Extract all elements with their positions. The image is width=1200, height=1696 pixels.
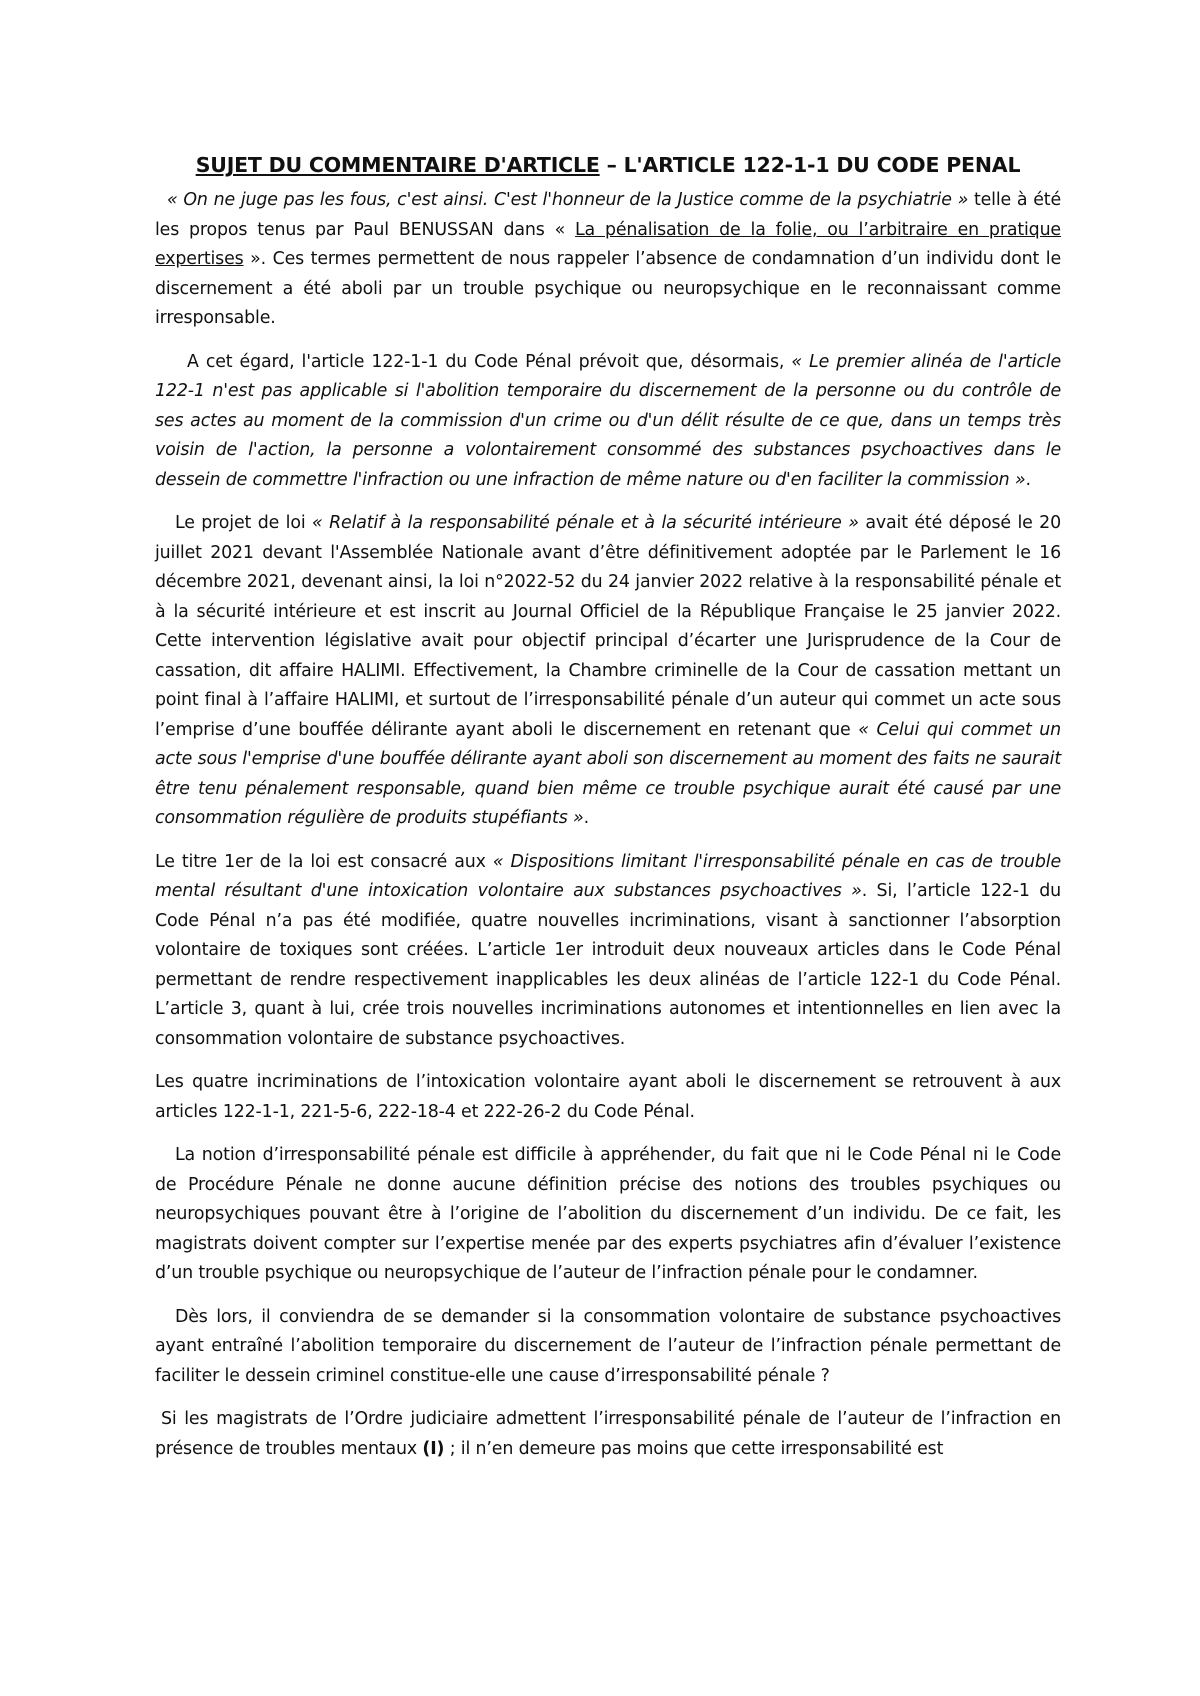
document-body (155, 150, 1061, 1478)
paragraph-notion: La notion d’irresponsabilité pénale est difficile à appréhender, du fait que ni le Code Pénal ni le Code de Procédure Pénale ne donne aucune définition précise des notions des troubles psychiques ou neuropsychiques pouvant être à l’origine de l’abolition du discernement d’un individu. De ce fait, les magistrats doivent compter sur l’expertise menée par des experts psychiatres afin d’évaluer l’existence d’un trouble psychique ou neuropsychique de l’auteur de l’infraction pénale pour le condamner. (155, 1145, 1061, 1283)
reference-title: La pénalisation de la folie, ou l’arbitraire en pratique expertises (155, 219, 1061, 269)
paragraph-text: . Si, l’article 122-1 du Code Pénal n’a pas été modifiée, quatre nouvelles incriminations, visant à sanctionner l’absorption volontaire de toxiques sont créées. L’article 1er introduit deux nouveaux articles dans le Code Pénal permettant de rendre respectivement inapplicables les deux alinéas de l’article 122-1 du Code Pénal. L’article 3, quant à lui, crée trois nouvelles incriminations autonomes et intentionnelles en lien avec la consommation volontaire de substance psychoactives. (155, 881, 1061, 1049)
paragraph-problematique: Dès lors, il conviendra de se demander si la consommation volontaire de substance psychoactives ayant entraîné l’abolition temporaire du discernement de l’auteur de l’infraction pénale permettant de faciliter le dessein criminel constitue-elle une cause d’irresponsabilité pénale ? (155, 1306, 1061, 1386)
paragraph-projet-de-loi (155, 509, 1061, 834)
paragraph-incriminations: Les quatre incriminations de l’intoxication volontaire ayant aboli le discernement se retrouvent à aux articles 122-1-1, 221-5-6, 222-18-4 et 222-26-2 du Code Pénal. (155, 1072, 1061, 1122)
title-rest: – L'ARTICLE 122-1-1 DU CODE PENAL (599, 153, 1021, 177)
paragraph-intro (155, 186, 1061, 334)
paragraph-text: avait été déposé le 20 juillet 2021 devant l'Assemblée Nationale avant d’être définitivement adoptée par le Parlement le 16 décembre 2021, devenant ainsi, la loi n°2022-52 du 24 janvier 2022 relative à la responsabilité pénale et à la sécurité intérieure et est inscrit au Journal Officiel de la République Française le 25 janvier 2022. Cette intervention législative avait pour objectif principal d’écarter une Jurisprudence de la Cour de cassation, dit affaire HALIMI. Effectivement, la Chambre criminelle de la Cour de cassation mettant un point final à l’affaire HALIMI, et surtout de l’irresponsabilité pénale d’un auteur qui commet un acte sous l’emprise d’une bouffée délirante ayant aboli le discernement en retenant que (155, 513, 1062, 740)
paragraph-text: telle à été les propos tenus par Paul BENUSSAN dans « (155, 190, 1061, 240)
page-title (155, 150, 1061, 180)
paragraph-article-text (155, 348, 1061, 496)
paragraph-text: ; il n’en demeure pas moins que cette irresponsabilité est (444, 1438, 944, 1459)
paragraph-text: A cet égard, l'article 122-1-1 du Code Pénal prévoit que, désormais, (187, 351, 792, 372)
paragraph-text: Si les magistrats de l’Ordre judiciaire admettent l’irresponsabilité pénale de l’auteur de l’infraction en présence de troubles mentaux (155, 1409, 1061, 1459)
paragraph-titre-1er (155, 848, 1061, 1055)
law-title-quote: « Relatif à la responsabilité pénale et à la sécurité intérieure » (312, 513, 859, 533)
title-underlined: SUJET DU COMMENTAIRE D'ARTICLE (195, 153, 600, 177)
paragraph-text: . (583, 808, 589, 828)
paragraph-text: Le projet de loi (175, 513, 313, 533)
paragraph-text: ». Ces termes permettent de nous rappeler l’absence de condamnation d’un individu dont le discernement a été aboli par un trouble psychique ou neuropsychique en le reconnaissant comme irresponsable. (155, 249, 1061, 328)
article-quote: « Le premier alinéa de l'article 122-1 n'est pas applicable si l'abolition temporaire du discernement de la personne ou du contrôle de ses actes au moment de la commission d'un crime ou d'un délit résulte de ce que, dans un temps très voisin de l'action, la personne a volontairement consommé des substances psychoactives dans le dessein de commettre l'infraction ou une infraction de même nature ou d'en faciliter la commission » (155, 351, 1061, 490)
plan-marker: (I) (422, 1438, 445, 1459)
benussan-quote: « On ne juge pas les fous, c'est ainsi. C'est l'honneur de la Justice comme de la psychiatrie » (167, 190, 969, 210)
court-quote: « Celui qui commet un acte sous l'emprise d'une bouffée délirante ayant aboli son discernement au moment des faits ne saurait être tenu pénalement responsable, quand bien même ce trouble psychique aurait été causé par une consommation régulière de produits stupéfiants » (155, 719, 1061, 828)
paragraph-text: Le titre 1er de la loi est consacré aux (155, 851, 493, 872)
paragraph-annonce-plan (155, 1405, 1061, 1464)
dispositions-quote: « Dispositions limitant l'irresponsabilité pénale en cas de trouble mental résultant d'une intoxication volontaire aux substances psychoactives » (155, 851, 1062, 901)
paragraph-text: . (1025, 469, 1031, 490)
